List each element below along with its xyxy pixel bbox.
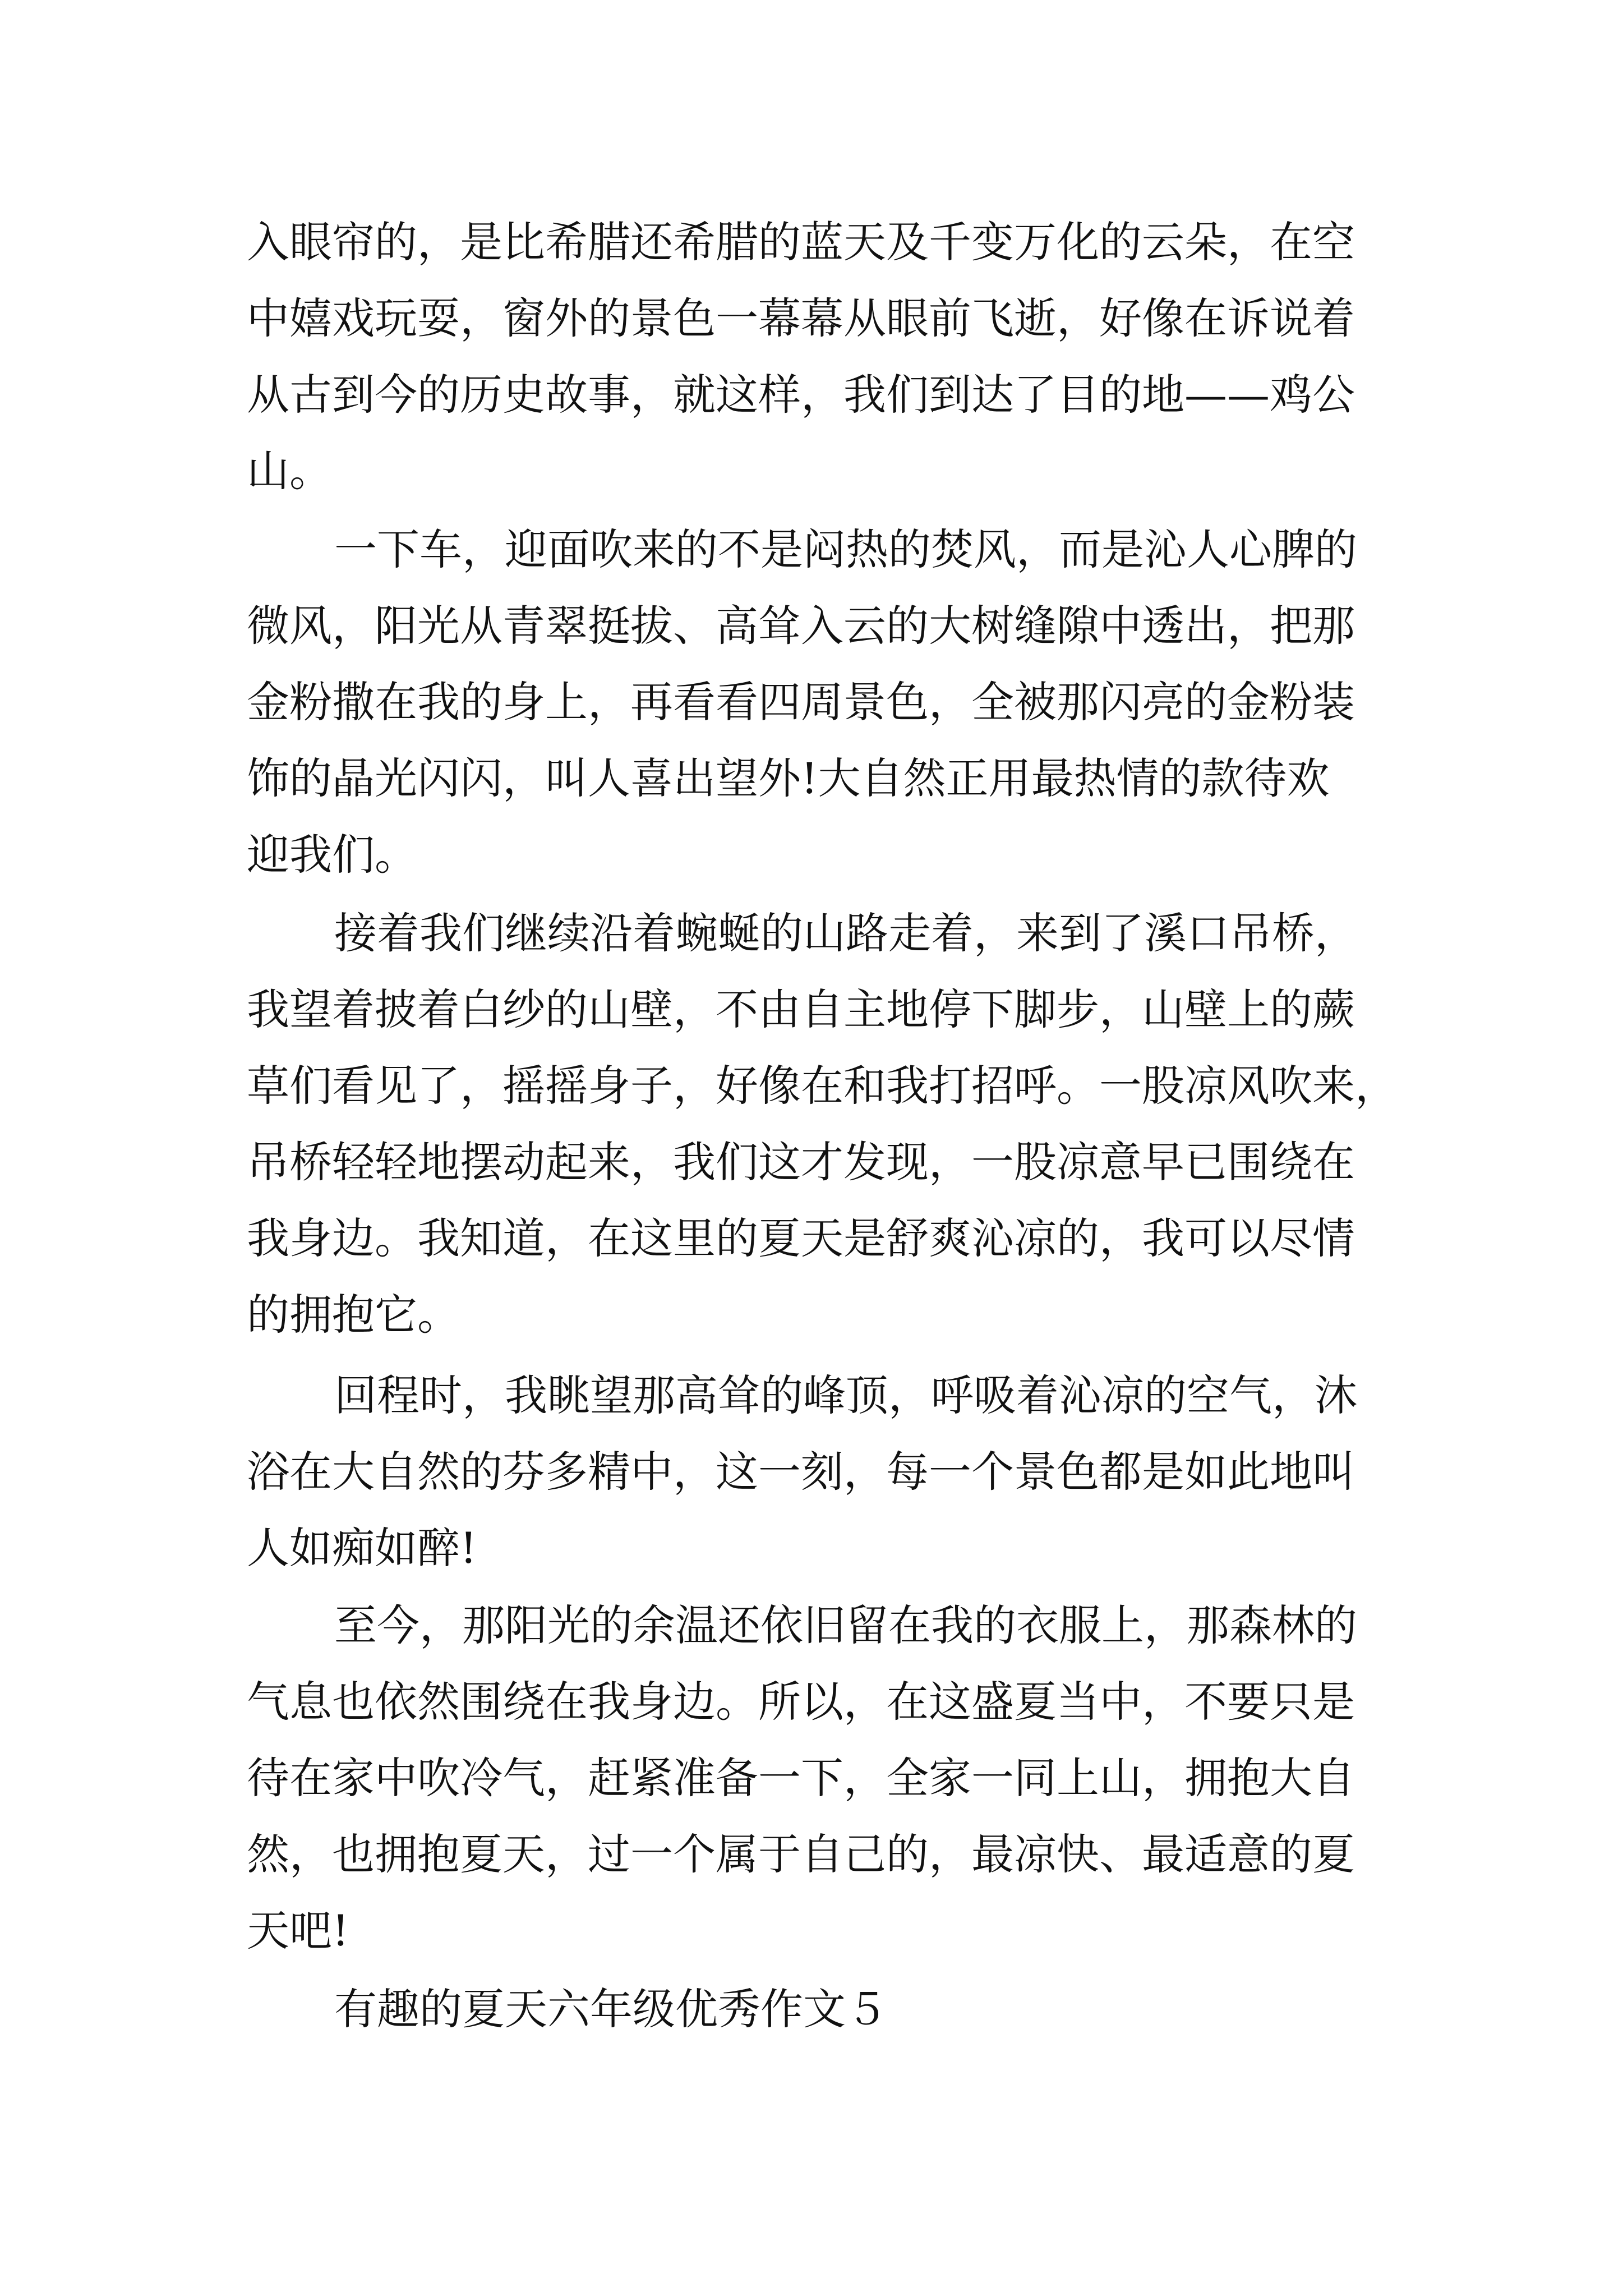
text-line: 待在家中吹冷气，赶紧准备一下，全家一同上山，拥抱大自 bbox=[247, 1753, 1355, 1803]
text-line: 金粉撒在我的身上，再看看四周景色，全被那闪亮的金粉装 bbox=[247, 677, 1355, 727]
text-line: 人如痴如醉! bbox=[247, 1523, 477, 1573]
text-line: 我身边。我知道，在这里的夏天是舒爽沁凉的，我可以尽情 bbox=[247, 1213, 1355, 1263]
text-line: 浴在大自然的芬多精中，这一刻，每一个景色都是如此地叫 bbox=[247, 1447, 1355, 1497]
text-line: 迎我们。 bbox=[247, 830, 417, 880]
section-heading: 有趣的夏天六年级优秀作文５ bbox=[334, 1984, 888, 2034]
text-line: 吊桥轻轻地摆动起来，我们这才发现，一股凉意早已围绕在 bbox=[247, 1137, 1355, 1187]
text-line: 气息也依然围绕在我身边。所以，在这盛夏当中，不要只是 bbox=[247, 1677, 1355, 1727]
paragraph-first-line: 回程时，我眺望那高耸的峰顶，呼吸着沁凉的空气，沐 bbox=[334, 1370, 1357, 1420]
paragraph-first-line: 至今，那阳光的余温还依旧留在我的衣服上，那森林的 bbox=[334, 1600, 1357, 1650]
text-line: 草们看见了，摇摇身子，好像在和我打招呼。一股凉风吹来， bbox=[247, 1061, 1398, 1111]
text-line: 从古到今的历史故事，就这样，我们到达了目的地——鸡公 bbox=[247, 370, 1355, 420]
text-line: 中嬉戏玩耍，窗外的景色一幕幕从眼前飞逝，好像在诉说着 bbox=[247, 293, 1355, 343]
text-line: 饰的晶光闪闪，叫人喜出望外!大自然正用最热情的款待欢 bbox=[247, 753, 1330, 803]
text-line: 的拥抱它。 bbox=[247, 1290, 460, 1340]
text-line: 天吧! bbox=[247, 1906, 349, 1955]
paragraph-first-line: 一下车，迎面吹来的不是闷热的焚风，而是沁人心脾的 bbox=[334, 524, 1357, 574]
text-line: 然，也拥抱夏天，过一个属于自己的，最凉快、最适意的夏 bbox=[247, 1829, 1355, 1879]
text-line: 山。 bbox=[247, 446, 332, 496]
text-line: 入眼帘的，是比希腊还希腊的蓝天及千变万化的云朵，在空 bbox=[247, 217, 1355, 267]
text-line: 我望着披着白纱的山壁，不由自主地停下脚步，山壁上的蕨 bbox=[247, 984, 1355, 1034]
paragraph-first-line: 接着我们继续沿着蜿蜒的山路走着，来到了溪口吊桥， bbox=[334, 908, 1357, 958]
text-line: 微风，阳光从青翠挺拔、高耸入云的大树缝隙中透出，把那 bbox=[247, 601, 1355, 651]
